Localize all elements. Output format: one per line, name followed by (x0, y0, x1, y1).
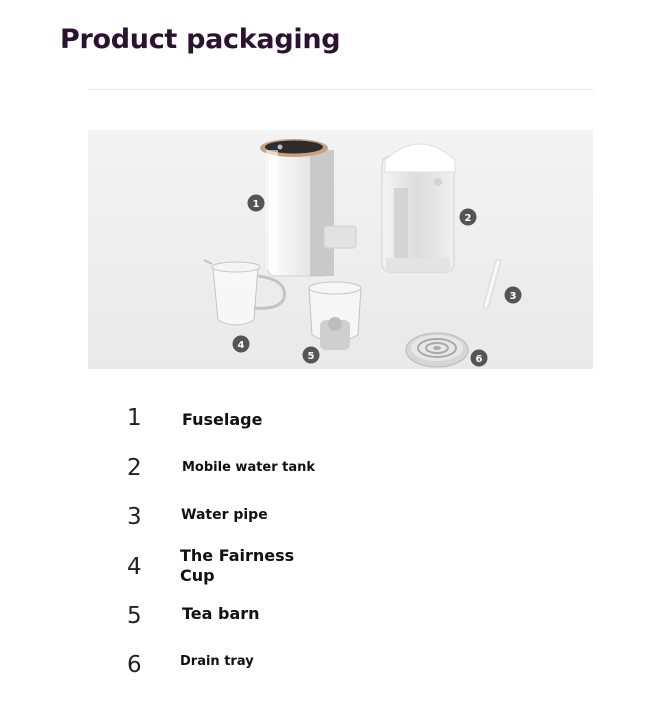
part-name: Drain tray (180, 654, 254, 669)
part-name: Tea barn (182, 604, 260, 623)
part-name: Fuselage (182, 410, 263, 429)
callout-label: 5 (307, 351, 315, 362)
part-number: 5 (127, 603, 142, 629)
callout-label: 1 (252, 199, 260, 210)
part-number: 3 (127, 504, 142, 530)
part-number: 2 (127, 455, 142, 481)
part-number: 4 (127, 554, 142, 580)
part-number: 1 (127, 405, 142, 431)
callout-label: 6 (475, 354, 483, 365)
title-divider (88, 89, 593, 90)
drain-tray-illustration (406, 333, 468, 367)
callout-label: 4 (237, 340, 245, 351)
callout-label: 3 (509, 291, 517, 302)
product-parts-photo (88, 130, 593, 369)
part-number: 6 (127, 652, 142, 678)
water-tank-illustration (382, 144, 455, 272)
part-name: Water pipe (181, 507, 268, 523)
callout-label: 2 (464, 213, 472, 224)
page-title: Product packaging (60, 24, 341, 55)
callout-badge-5 (303, 347, 320, 364)
callout-badge-6 (471, 350, 488, 367)
callout-badge-3 (505, 287, 522, 304)
callout-badge-2 (460, 209, 477, 226)
callout-badge-4 (233, 336, 250, 353)
callout-badge-1 (248, 195, 265, 212)
part-name: Mobile water tank (182, 460, 316, 475)
part-name: The Fairness Cup (180, 546, 295, 585)
